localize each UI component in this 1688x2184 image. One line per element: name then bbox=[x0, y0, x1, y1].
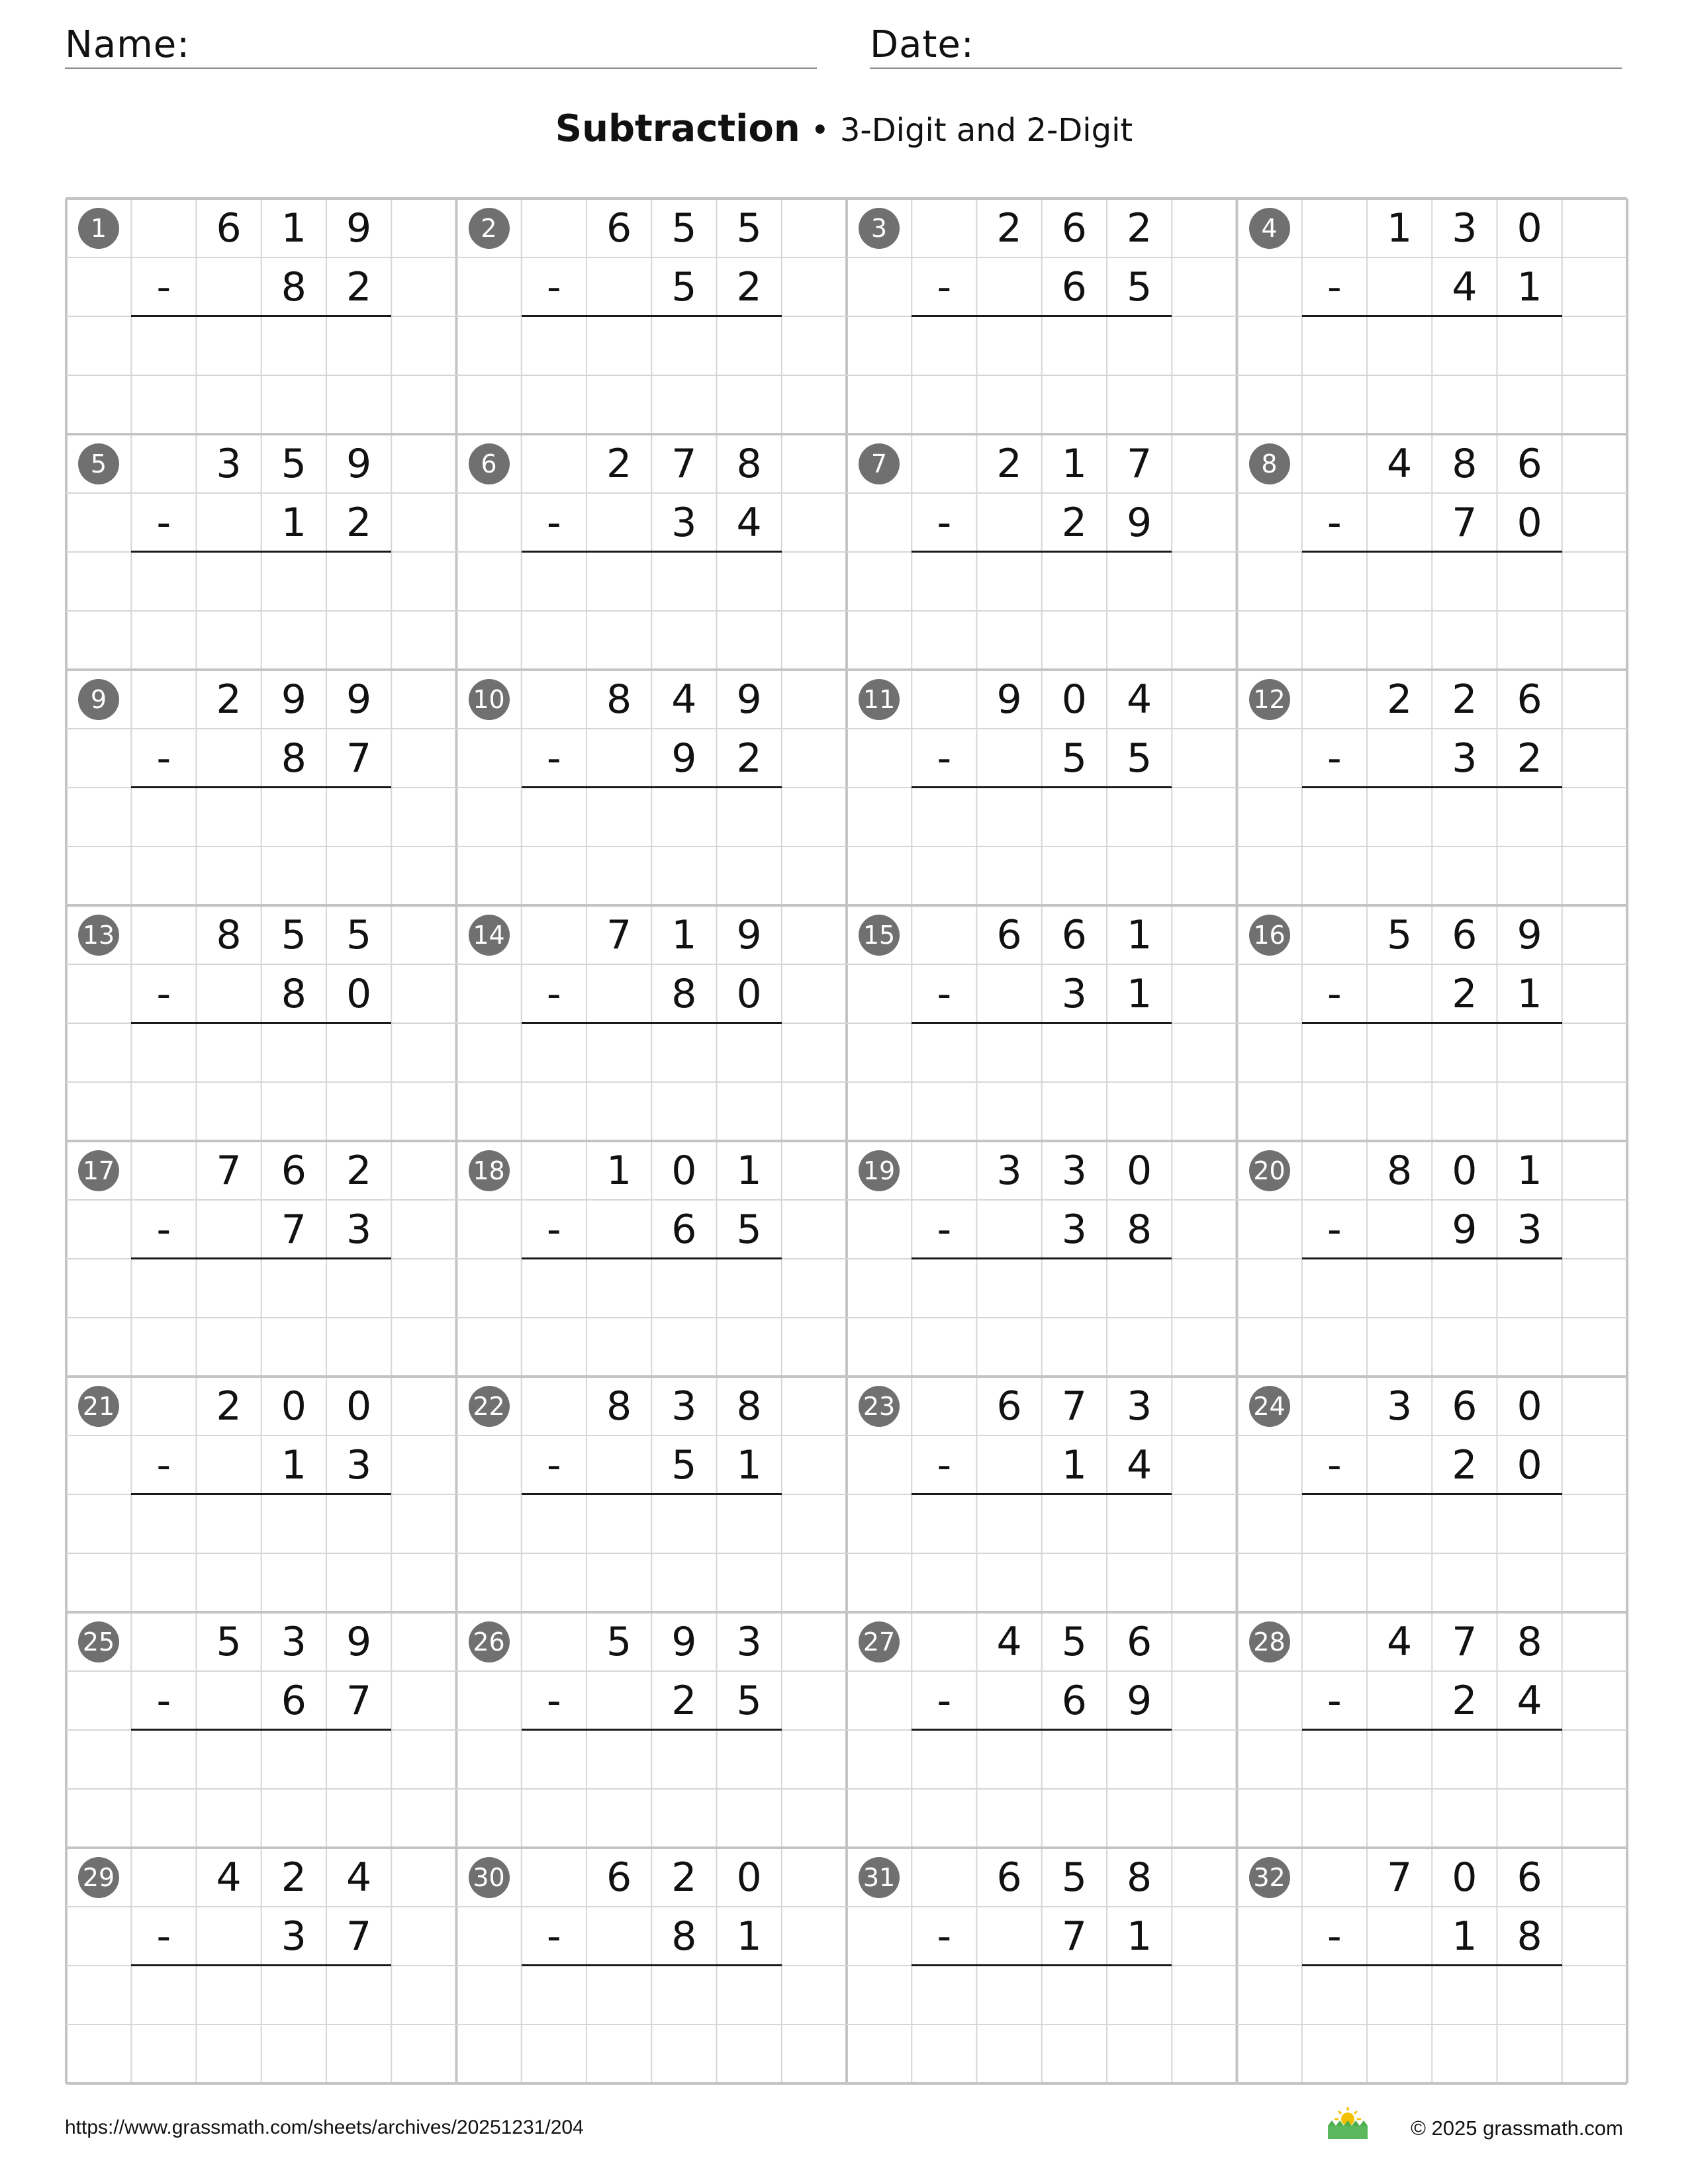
subtrahend-digit: 2 bbox=[346, 499, 372, 546]
subtrahend-digit: 9 bbox=[671, 735, 697, 782]
answer-area[interactable] bbox=[131, 788, 391, 905]
answer-area[interactable] bbox=[1302, 1966, 1562, 2083]
problem-number-badge: 5 bbox=[78, 443, 119, 484]
minuend-digit: 3 bbox=[736, 1618, 762, 1665]
minus-sign: - bbox=[1327, 1913, 1342, 1960]
minuend-digit: 6 bbox=[216, 205, 242, 251]
minuend-digit: 6 bbox=[1452, 1383, 1477, 1430]
minus-sign: - bbox=[1327, 970, 1342, 1017]
name-label: Name: bbox=[65, 23, 191, 66]
minuend-digit: 4 bbox=[1387, 1618, 1413, 1665]
subtrahend-digit: 1 bbox=[736, 1441, 762, 1488]
subtrahend-digit: 1 bbox=[1061, 1441, 1087, 1488]
minuend-digit: 6 bbox=[1517, 676, 1542, 723]
minuend-digit: 2 bbox=[996, 440, 1022, 487]
problem-number-badge: 1 bbox=[78, 208, 119, 249]
subtrahend-digit: 4 bbox=[1127, 1441, 1152, 1488]
minuend-digit: 8 bbox=[1517, 1618, 1542, 1665]
subtrahend-digit: 8 bbox=[281, 263, 306, 310]
minuend-digit: 0 bbox=[671, 1147, 697, 1194]
minuend-digit: 0 bbox=[1517, 1383, 1542, 1430]
minuend-digit: 7 bbox=[1061, 1383, 1087, 1430]
subtrahend-digit: 5 bbox=[1061, 735, 1087, 782]
minuend-digit: 3 bbox=[996, 1147, 1022, 1194]
answer-area[interactable] bbox=[912, 788, 1172, 905]
answer-area[interactable] bbox=[1302, 1259, 1562, 1377]
subtrahend-digit: 2 bbox=[671, 1677, 697, 1724]
subtrahend-digit: 5 bbox=[671, 263, 697, 310]
subtrahend-digit: 3 bbox=[1061, 970, 1087, 1017]
minus-sign: - bbox=[547, 263, 561, 310]
minuend-digit: 8 bbox=[1387, 1147, 1413, 1194]
subtrahend-digit: 2 bbox=[736, 263, 762, 310]
minuend-digit: 7 bbox=[606, 911, 632, 958]
problem-number-badge: 32 bbox=[1249, 1857, 1290, 1898]
minus-sign: - bbox=[937, 1441, 952, 1488]
minuend-digit: 7 bbox=[1452, 1618, 1477, 1665]
minuend-digit: 5 bbox=[671, 205, 697, 251]
answer-area[interactable] bbox=[522, 552, 782, 670]
minuend-digit: 6 bbox=[1061, 911, 1087, 958]
minuend-digit: 9 bbox=[346, 676, 372, 723]
minuend-digit: 8 bbox=[606, 676, 632, 723]
subtrahend-digit: 2 bbox=[1452, 1441, 1477, 1488]
minus-sign: - bbox=[547, 735, 561, 782]
minuend-digit: 8 bbox=[1452, 440, 1477, 487]
problem-number-badge: 31 bbox=[859, 1857, 900, 1898]
minus-sign: - bbox=[1327, 263, 1342, 310]
problem-number-badge: 2 bbox=[469, 208, 510, 249]
subtrahend-digit: 6 bbox=[1061, 263, 1087, 310]
minuend-digit: 6 bbox=[996, 1854, 1022, 1901]
minuend-digit: 0 bbox=[1127, 1147, 1152, 1194]
minuend-digit: 3 bbox=[216, 440, 242, 487]
answer-area[interactable] bbox=[1302, 552, 1562, 670]
subtrahend-digit: 3 bbox=[671, 499, 697, 546]
minuend-digit: 2 bbox=[216, 676, 242, 723]
subtrahend-digit: 7 bbox=[346, 1913, 372, 1960]
minuend-digit: 5 bbox=[1387, 911, 1413, 958]
subtrahend-digit: 9 bbox=[1127, 499, 1152, 546]
minuend-digit: 9 bbox=[736, 911, 762, 958]
minuend-digit: 9 bbox=[671, 1618, 697, 1665]
answer-area[interactable] bbox=[522, 788, 782, 905]
title-main: Subtraction bbox=[555, 107, 800, 150]
problem-number-badge: 17 bbox=[78, 1150, 119, 1191]
answer-area[interactable] bbox=[131, 1966, 391, 2083]
minus-sign: - bbox=[156, 970, 171, 1017]
answer-area[interactable] bbox=[1302, 1023, 1562, 1141]
minuend-digit: 7 bbox=[1387, 1854, 1413, 1901]
minuend-digit: 5 bbox=[1061, 1854, 1087, 1901]
minuend-digit: 9 bbox=[346, 205, 372, 251]
minuend-digit: 4 bbox=[1127, 676, 1152, 723]
subtrahend-digit: 5 bbox=[736, 1677, 762, 1724]
problem-number-badge: 9 bbox=[78, 679, 119, 720]
problem-number-badge: 11 bbox=[859, 679, 900, 720]
subtrahend-digit: 7 bbox=[1452, 499, 1477, 546]
minuend-digit: 6 bbox=[996, 911, 1022, 958]
minuend-digit: 2 bbox=[1452, 676, 1477, 723]
minus-sign: - bbox=[156, 1913, 171, 1960]
minuend-digit: 2 bbox=[1127, 205, 1152, 251]
answer-area[interactable] bbox=[912, 1494, 1172, 1612]
answer-area[interactable] bbox=[912, 1966, 1172, 2083]
subtrahend-digit: 1 bbox=[736, 1913, 762, 1960]
subtrahend-digit: 1 bbox=[1452, 1913, 1477, 1960]
minuend-digit: 2 bbox=[281, 1854, 306, 1901]
problem-number-badge: 21 bbox=[78, 1386, 119, 1427]
date-label: Date: bbox=[870, 23, 974, 66]
minus-sign: - bbox=[547, 1677, 561, 1724]
subtrahend-digit: 8 bbox=[281, 735, 306, 782]
minus-sign: - bbox=[156, 1441, 171, 1488]
answer-area[interactable] bbox=[522, 1023, 782, 1141]
answer-area[interactable] bbox=[131, 316, 391, 434]
footer-copyright: © 2025 grassmath.com bbox=[1411, 2116, 1623, 2140]
minuend-digit: 8 bbox=[606, 1383, 632, 1430]
subtrahend-digit: 7 bbox=[281, 1206, 306, 1253]
minuend-digit: 3 bbox=[281, 1618, 306, 1665]
answer-area[interactable] bbox=[912, 552, 1172, 670]
minuend-digit: 8 bbox=[736, 1383, 762, 1430]
title-separator: • bbox=[810, 112, 829, 149]
minuend-digit: 0 bbox=[281, 1383, 306, 1430]
minus-sign: - bbox=[937, 263, 952, 310]
answer-area[interactable] bbox=[131, 1730, 391, 1848]
subtrahend-digit: 8 bbox=[1127, 1206, 1152, 1253]
minuend-digit: 0 bbox=[1452, 1147, 1477, 1194]
answer-area[interactable] bbox=[912, 1730, 1172, 1848]
subtrahend-digit: 8 bbox=[281, 970, 306, 1017]
minuend-digit: 5 bbox=[736, 205, 762, 251]
minuend-digit: 6 bbox=[281, 1147, 306, 1194]
subtrahend-digit: 4 bbox=[1517, 1677, 1542, 1724]
minuend-digit: 1 bbox=[1061, 440, 1087, 487]
minuend-digit: 2 bbox=[346, 1147, 372, 1194]
subtrahend-digit: 1 bbox=[1517, 263, 1542, 310]
minus-sign: - bbox=[937, 1206, 952, 1253]
problem-number-badge: 15 bbox=[859, 915, 900, 956]
grass-sun-logo-icon bbox=[1324, 2105, 1372, 2142]
minus-sign: - bbox=[547, 1913, 561, 1960]
problem-number-badge: 3 bbox=[859, 208, 900, 249]
answer-area[interactable] bbox=[1302, 1494, 1562, 1612]
minuend-digit: 6 bbox=[606, 1854, 632, 1901]
problem-number-badge: 28 bbox=[1249, 1621, 1290, 1662]
subtrahend-digit: 6 bbox=[1061, 1677, 1087, 1724]
minuend-digit: 3 bbox=[1061, 1147, 1087, 1194]
subtrahend-digit: 1 bbox=[1127, 970, 1152, 1017]
subtrahend-digit: 1 bbox=[1127, 1913, 1152, 1960]
subtrahend-digit: 5 bbox=[736, 1206, 762, 1253]
minuend-digit: 5 bbox=[216, 1618, 242, 1665]
answer-area[interactable] bbox=[131, 1259, 391, 1377]
minuend-digit: 2 bbox=[996, 205, 1022, 251]
minuend-digit: 7 bbox=[216, 1147, 242, 1194]
subtrahend-digit: 2 bbox=[1061, 499, 1087, 546]
problem-number-badge: 22 bbox=[469, 1386, 510, 1427]
minuend-digit: 1 bbox=[606, 1147, 632, 1194]
minuend-digit: 7 bbox=[671, 440, 697, 487]
minuend-digit: 6 bbox=[1517, 1854, 1542, 1901]
subtrahend-digit: 7 bbox=[1061, 1913, 1087, 1960]
subtrahend-digit: 9 bbox=[1127, 1677, 1152, 1724]
problem-number-badge: 14 bbox=[469, 915, 510, 956]
minus-sign: - bbox=[937, 1913, 952, 1960]
minus-sign: - bbox=[156, 1206, 171, 1253]
minuend-digit: 1 bbox=[1127, 911, 1152, 958]
problem-number-badge: 4 bbox=[1249, 208, 1290, 249]
minuend-digit: 1 bbox=[736, 1147, 762, 1194]
answer-area[interactable] bbox=[522, 316, 782, 434]
subtrahend-digit: 5 bbox=[1127, 263, 1152, 310]
answer-area[interactable] bbox=[131, 552, 391, 670]
minuend-digit: 3 bbox=[671, 1383, 697, 1430]
problem-number-badge: 20 bbox=[1249, 1150, 1290, 1191]
minus-sign: - bbox=[1327, 1206, 1342, 1253]
problem-number-badge: 23 bbox=[859, 1386, 900, 1427]
minuend-digit: 7 bbox=[1127, 440, 1152, 487]
minuend-digit: 1 bbox=[281, 205, 306, 251]
subtrahend-digit: 1 bbox=[281, 1441, 306, 1488]
answer-area[interactable] bbox=[131, 1494, 391, 1612]
footer-url[interactable]: https://www.grassmath.com/sheets/archives/20251231/204 bbox=[65, 2116, 584, 2138]
minus-sign: - bbox=[547, 1206, 561, 1253]
subtrahend-digit: 2 bbox=[346, 263, 372, 310]
minuend-digit: 6 bbox=[1517, 440, 1542, 487]
subtrahend-digit: 2 bbox=[1452, 970, 1477, 1017]
minuend-digit: 6 bbox=[1061, 205, 1087, 251]
minuend-digit: 5 bbox=[281, 440, 306, 487]
answer-area[interactable] bbox=[1302, 316, 1562, 434]
problem-number-badge: 24 bbox=[1249, 1386, 1290, 1427]
minuend-digit: 0 bbox=[1452, 1854, 1477, 1901]
minuend-digit: 2 bbox=[216, 1383, 242, 1430]
minuend-digit: 4 bbox=[1387, 440, 1413, 487]
subtrahend-digit: 3 bbox=[346, 1206, 372, 1253]
minuend-digit: 9 bbox=[736, 676, 762, 723]
problem-number-badge: 12 bbox=[1249, 679, 1290, 720]
subtrahend-digit: 6 bbox=[281, 1677, 306, 1724]
minus-sign: - bbox=[937, 1677, 952, 1724]
subtrahend-digit: 7 bbox=[346, 1677, 372, 1724]
minus-sign: - bbox=[1327, 499, 1342, 546]
minuend-digit: 6 bbox=[606, 205, 632, 251]
minuend-digit: 0 bbox=[1061, 676, 1087, 723]
minuend-digit: 1 bbox=[671, 911, 697, 958]
subtrahend-digit: 2 bbox=[1517, 735, 1542, 782]
minus-sign: - bbox=[156, 499, 171, 546]
answer-area[interactable] bbox=[131, 1023, 391, 1141]
minuend-digit: 8 bbox=[1127, 1854, 1152, 1901]
subtrahend-digit: 0 bbox=[736, 970, 762, 1017]
minuend-digit: 9 bbox=[346, 1618, 372, 1665]
answer-area[interactable] bbox=[912, 1023, 1172, 1141]
minus-sign: - bbox=[1327, 735, 1342, 782]
subtrahend-digit: 2 bbox=[736, 735, 762, 782]
title-subtitle: 3-Digit and 2-Digit bbox=[839, 112, 1133, 149]
minus-sign: - bbox=[156, 263, 171, 310]
answer-area[interactable] bbox=[522, 1966, 782, 2083]
minuend-digit: 1 bbox=[1387, 205, 1413, 251]
minus-sign: - bbox=[547, 1441, 561, 1488]
minus-sign: - bbox=[547, 970, 561, 1017]
minuend-digit: 1 bbox=[1517, 1147, 1542, 1194]
subtrahend-digit: 5 bbox=[671, 1441, 697, 1488]
minuend-digit: 9 bbox=[996, 676, 1022, 723]
minuend-digit: 6 bbox=[1127, 1618, 1152, 1665]
subtrahend-digit: 7 bbox=[346, 735, 372, 782]
subtrahend-digit: 4 bbox=[1452, 263, 1477, 310]
subtrahend-digit: 1 bbox=[1517, 970, 1542, 1017]
minuend-digit: 5 bbox=[346, 911, 372, 958]
minuend-digit: 8 bbox=[216, 911, 242, 958]
subtrahend-digit: 8 bbox=[671, 1913, 697, 1960]
answer-area[interactable] bbox=[1302, 788, 1562, 905]
minus-sign: - bbox=[937, 735, 952, 782]
minuend-digit: 4 bbox=[216, 1854, 242, 1901]
subtrahend-digit: 0 bbox=[346, 970, 372, 1017]
subtrahend-digit: 8 bbox=[671, 970, 697, 1017]
minuend-digit: 0 bbox=[1517, 205, 1542, 251]
problem-number-badge: 30 bbox=[469, 1857, 510, 1898]
subtrahend-digit: 3 bbox=[1517, 1206, 1542, 1253]
minus-sign: - bbox=[156, 1677, 171, 1724]
problem-number-badge: 10 bbox=[469, 679, 510, 720]
minuend-digit: 5 bbox=[1061, 1618, 1087, 1665]
subtrahend-digit: 3 bbox=[1061, 1206, 1087, 1253]
problem-number-badge: 6 bbox=[469, 443, 510, 484]
problem-number-badge: 27 bbox=[859, 1621, 900, 1662]
minuend-digit: 3 bbox=[1127, 1383, 1152, 1430]
answer-area[interactable] bbox=[912, 316, 1172, 434]
minus-sign: - bbox=[1327, 1441, 1342, 1488]
minuend-digit: 5 bbox=[281, 911, 306, 958]
minus-sign: - bbox=[1327, 1677, 1342, 1724]
problem-number-badge: 13 bbox=[78, 915, 119, 956]
minuend-digit: 2 bbox=[1387, 676, 1413, 723]
subtrahend-digit: 2 bbox=[1452, 1677, 1477, 1724]
problem-number-badge: 19 bbox=[859, 1150, 900, 1191]
minuend-digit: 4 bbox=[996, 1618, 1022, 1665]
minuend-digit: 9 bbox=[281, 676, 306, 723]
problem-number-badge: 26 bbox=[469, 1621, 510, 1662]
answer-area[interactable] bbox=[912, 1259, 1172, 1377]
problem-number-badge: 29 bbox=[78, 1857, 119, 1898]
minuend-digit: 6 bbox=[1452, 911, 1477, 958]
subtrahend-digit: 6 bbox=[671, 1206, 697, 1253]
answer-area[interactable] bbox=[522, 1730, 782, 1848]
subtrahend-digit: 3 bbox=[1452, 735, 1477, 782]
minuend-digit: 8 bbox=[736, 440, 762, 487]
subtrahend-digit: 5 bbox=[1127, 735, 1152, 782]
subtrahend-digit: 4 bbox=[736, 499, 762, 546]
subtrahend-digit: 0 bbox=[1517, 499, 1542, 546]
problem-number-badge: 18 bbox=[469, 1150, 510, 1191]
minuend-digit: 2 bbox=[671, 1854, 697, 1901]
subtrahend-digit: 3 bbox=[281, 1913, 306, 1960]
answer-area[interactable] bbox=[1302, 1730, 1562, 1848]
minus-sign: - bbox=[547, 499, 561, 546]
minuend-digit: 0 bbox=[736, 1854, 762, 1901]
minuend-digit: 5 bbox=[606, 1618, 632, 1665]
minuend-digit: 4 bbox=[346, 1854, 372, 1901]
minuend-digit: 6 bbox=[996, 1383, 1022, 1430]
problem-number-badge: 16 bbox=[1249, 915, 1290, 956]
minus-sign: - bbox=[156, 735, 171, 782]
minuend-digit: 3 bbox=[1452, 205, 1477, 251]
minuend-digit: 9 bbox=[1517, 911, 1542, 958]
subtrahend-digit: 3 bbox=[346, 1441, 372, 1488]
minuend-digit: 3 bbox=[1387, 1383, 1413, 1430]
subtrahend-digit: 8 bbox=[1517, 1913, 1542, 1960]
minuend-digit: 2 bbox=[606, 440, 632, 487]
minuend-digit: 4 bbox=[671, 676, 697, 723]
problem-number-badge: 7 bbox=[859, 443, 900, 484]
answer-area[interactable] bbox=[522, 1259, 782, 1377]
answer-area[interactable] bbox=[522, 1494, 782, 1612]
problem-number-badge: 8 bbox=[1249, 443, 1290, 484]
subtrahend-digit: 1 bbox=[281, 499, 306, 546]
subtrahend-digit: 0 bbox=[1517, 1441, 1542, 1488]
minuend-digit: 9 bbox=[346, 440, 372, 487]
problem-number-badge: 25 bbox=[78, 1621, 119, 1662]
subtrahend-digit: 9 bbox=[1452, 1206, 1477, 1253]
minuend-digit: 0 bbox=[346, 1383, 372, 1430]
minus-sign: - bbox=[937, 970, 952, 1017]
minus-sign: - bbox=[937, 499, 952, 546]
